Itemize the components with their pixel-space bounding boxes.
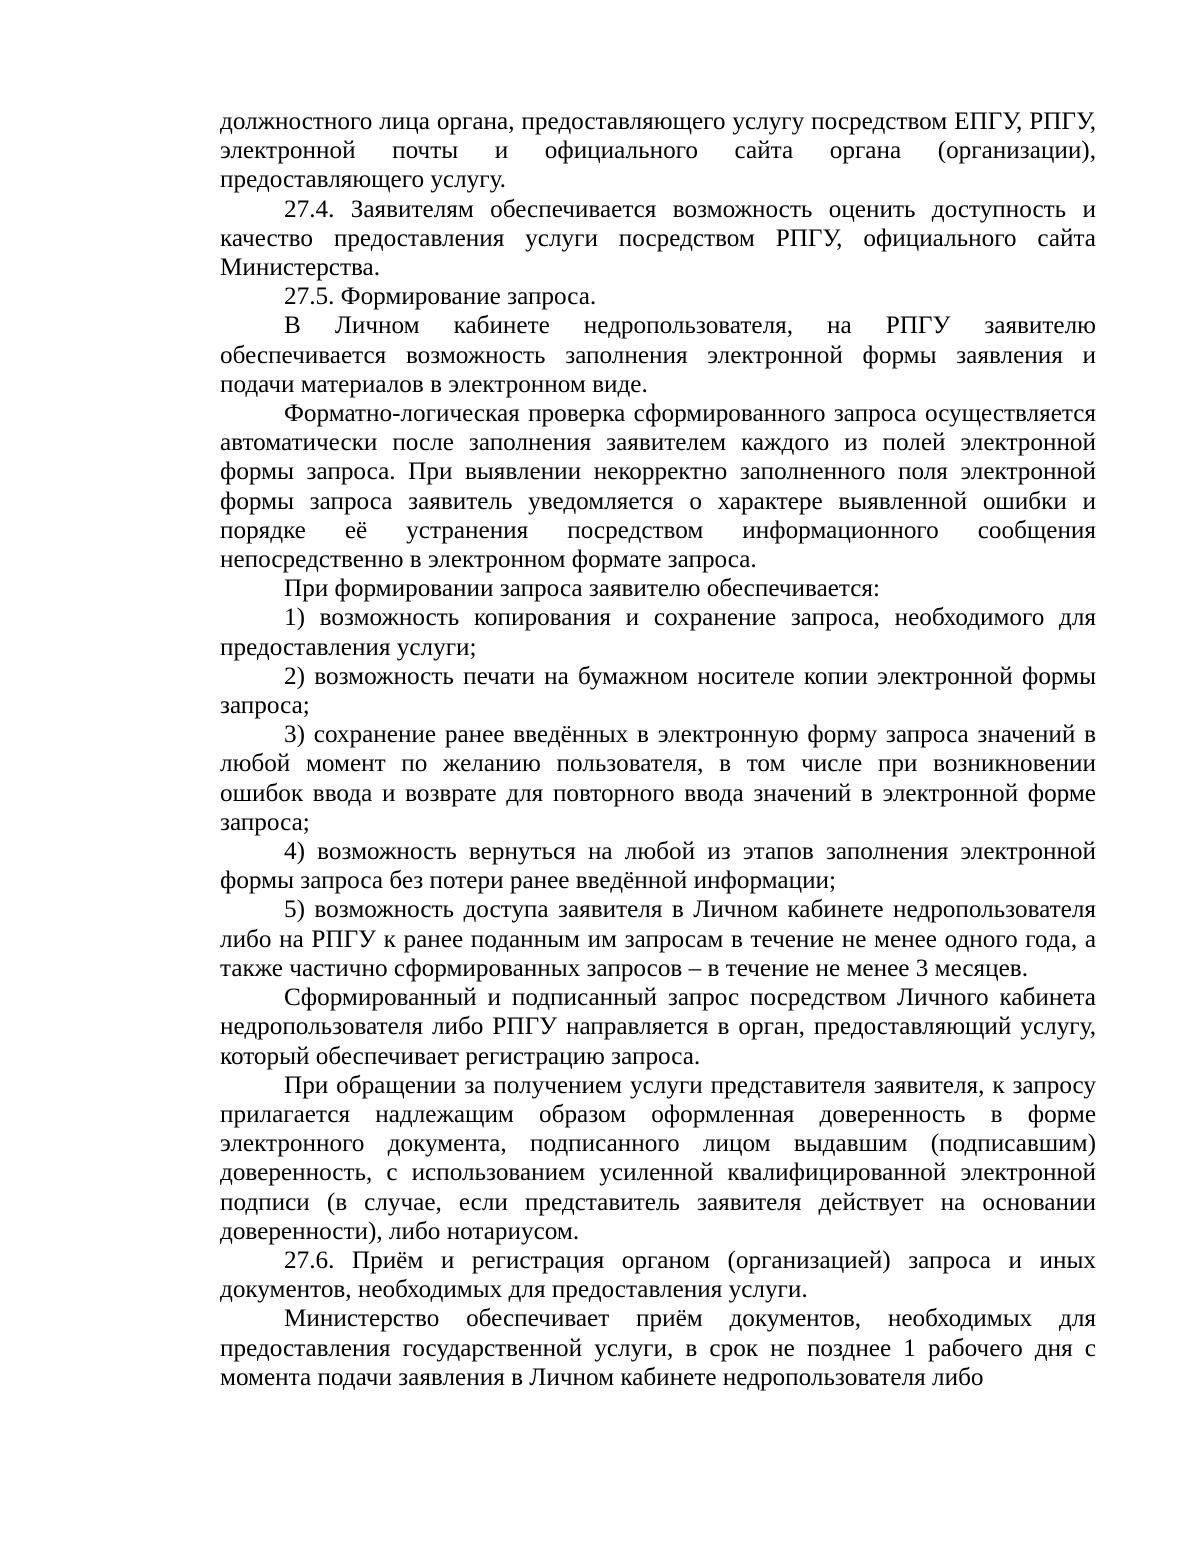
- paragraph-signed-request: Сформированный и подписанный запрос посредством Личного кабинета недропользователя либо РПГУ направляется в орган, предоставляющий услугу, который обеспечивает регистрацию запроса.: [220, 984, 1096, 1070]
- paragraph-27-4: 27.4. Заявителям обеспечивается возможность оценить доступность и качество предоставления услуги посредством РПГУ, официального сайта Министерства.: [220, 195, 1096, 282]
- list-item-4: 4) возможность вернуться на любой из этапов заполнения электронной формы запроса без потери ранее введённой информации;: [220, 838, 1096, 895]
- paragraph-27-6: 27.6. Приём и регистрация органом (организацией) запроса и иных документов, необходимых для предоставления услуги.: [220, 1246, 1096, 1304]
- list-item-1: 1) возможность копирования и сохранение запроса, необходимого для предоставления услуги;: [220, 604, 1096, 661]
- paragraph-continuation: должностного лица органа, предоставляющего услугу посредством ЕПГУ, РПГУ, электронной почты и официального сайта органа (организации), предоставляющего услугу.: [220, 108, 1096, 194]
- paragraph-list-intro: При формировании запроса заявителю обеспечивается:: [284, 575, 881, 603]
- list-item-5: 5) возможность доступа заявителя в Личном кабинете недропользователя либо на РПГУ к ранее поданным им запросам в течение не менее одного года, а также частично сформированных запросов – в течение не менее 3 месяцев.: [220, 896, 1096, 982]
- paragraph-representative: При обращении за получением услуги представителя заявителя, к запросу прилагается надлежащим образом оформленная доверенность в форме электронного документа, подписанного лицом выдавшим (подписавшим) доверенность, с использованием усиленной квалифицированной электронной подписи (в случае, если представитель заявителя действует на основании доверенности), либо нотариусом.: [220, 1071, 1096, 1245]
- paragraph-ministry-receipt: Министерство обеспечивает приём документов, необходимых для предоставления государственной услуги, в срок не позднее 1 рабочего дня с момента подачи заявления в Личном кабинете недропользователя либо: [220, 1305, 1096, 1391]
- paragraph-format-check: Форматно-логическая проверка сформированного запроса осуществляется автоматически после заполнения заявителем каждого из полей электронной формы запроса. При выявлении некорректно заполненного поля электронной формы запроса заявитель уведомляется о характере выявленной ошибки и порядке её устранения посредством информационного сообщения непосредственно в электронном формате запроса.: [220, 400, 1096, 574]
- list-item-2: 2) возможность печати на бумажном носителе копии электронной формы запроса;: [220, 662, 1096, 720]
- paragraph-personal-cabinet: В Личном кабинете недропользователя, на РПГУ заявителю обеспечивается возможность заполнения электронной формы заявления и подачи материалов в электронном виде.: [220, 312, 1096, 398]
- section-heading-27-5: 27.5. Формирование запроса.: [284, 283, 597, 311]
- list-item-3: 3) сохранение ранее введённых в электронную форму запроса значений в любой момент по желанию пользователя, в том числе при возникновении ошибок ввода и возврате для повторного ввода значений в электронной форме запроса;: [220, 721, 1096, 836]
- document-page: [220, 107, 1096, 1392]
